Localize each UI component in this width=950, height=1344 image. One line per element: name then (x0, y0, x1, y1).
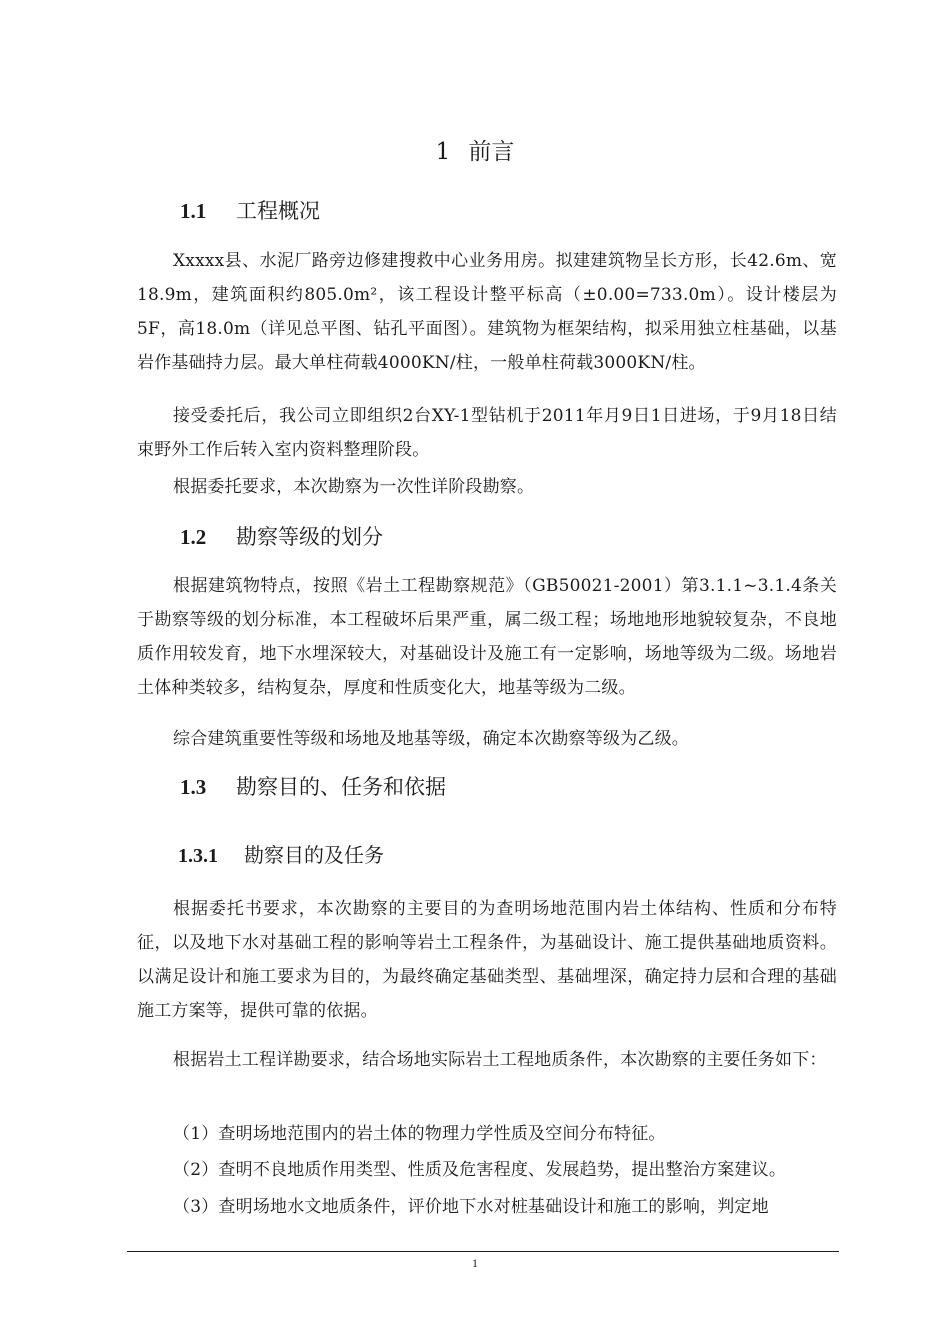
subsection-number: 1.3.1 (178, 845, 218, 867)
chapter-heading (0, 136, 950, 168)
section-heading-1-2 (180, 522, 383, 552)
page-number: 1 (472, 1256, 478, 1270)
chapter-title: 前言 (468, 139, 515, 165)
section-title: 勘察等级的划分 (236, 525, 383, 549)
paragraph-commission: 接受委托后，我公司立即组织2台XY-1型钻机于2011年月9日1日进场，于9月18日结束野外工作后转入室内资料整理阶段。 (137, 406, 837, 460)
section-title: 工程概况 (236, 199, 320, 223)
paragraph-project-overview: Xxxxx县、水泥厂路旁边修建搜救中心业务用房。拟建建筑物呈长方形，长42.6m、宽18.9m，建筑面积约805.0m²，该工程设计整平标高（±0.00=733.0m）。设计楼层为5F，高18.0m（详见总平图、钻孔平面图）。建筑物为框架结构，拟采用独立柱基础，以基岩作基础持力层。最大单柱荷载4000KN/柱，一般单柱荷载3000KN/柱。 (137, 251, 837, 373)
section-heading-1-1 (180, 196, 320, 226)
section-number: 1.3 (180, 775, 207, 799)
paragraph-survey-stage: 根据委托要求，本次勘察为一次性详阶段勘察。 (173, 477, 535, 497)
subsection-heading-1-3-1 (178, 840, 384, 871)
subsection-title: 勘察目的及任务 (244, 843, 384, 867)
list-item-task-3: （3）查明场地水文地质条件，评价地下水对桩基础设计和施工的影响，判定地 (173, 1197, 769, 1217)
section-title: 勘察目的、任务和依据 (236, 775, 446, 799)
footer-divider (127, 1251, 839, 1252)
section-number: 1.2 (180, 525, 207, 549)
paragraph-survey-tasks-intro: 根据岩土工程详勘要求，结合场地实际岩土工程地质条件，本次勘察的主要任务如下： (173, 1050, 827, 1070)
section-number: 1.1 (180, 199, 207, 223)
paragraph-grade-division: 根据建筑物特点，按照《岩土工程勘察规范》（GB50021-2001）第3.1.1~3.1.4条关于勘察等级的划分标准，本工程破坏后果严重，属二级工程；场地地形地貌较复杂，不良地质作用较发育，地下水埋深较大，对基础设计及施工有一定影响，场地等级为二级。场地岩土体种类较多，结构复杂，厚度和性质变化大，地基等级为二级。 (137, 576, 837, 698)
list-item-task-2: （2）查明不良地质作用类型、性质及危害程度、发展趋势，提出整治方案建议。 (173, 1160, 787, 1180)
paragraph-survey-purpose: 根据委托书要求，本次勘察的主要目的为查明场地范围内岩土体结构、性质和分布特征，以及地下水对基础工程的影响等岩土工程条件，为基础设计、施工提供基础地质资料。以满足设计和施工要求为目的，为最终确定基础类型、基础埋深，确定持力层和合理的基础施工方案等，提供可靠的依据。 (137, 899, 837, 1021)
section-heading-1-3 (180, 772, 446, 802)
paragraph-grade-result: 综合建筑重要性等级和场地及地基等级，确定本次勘察等级为乙级。 (173, 729, 689, 749)
list-item-task-1: （1）查明场地范围内的岩土体的物理力学性质及空间分布特征。 (173, 1124, 666, 1144)
chapter-number: 1 (435, 139, 451, 165)
